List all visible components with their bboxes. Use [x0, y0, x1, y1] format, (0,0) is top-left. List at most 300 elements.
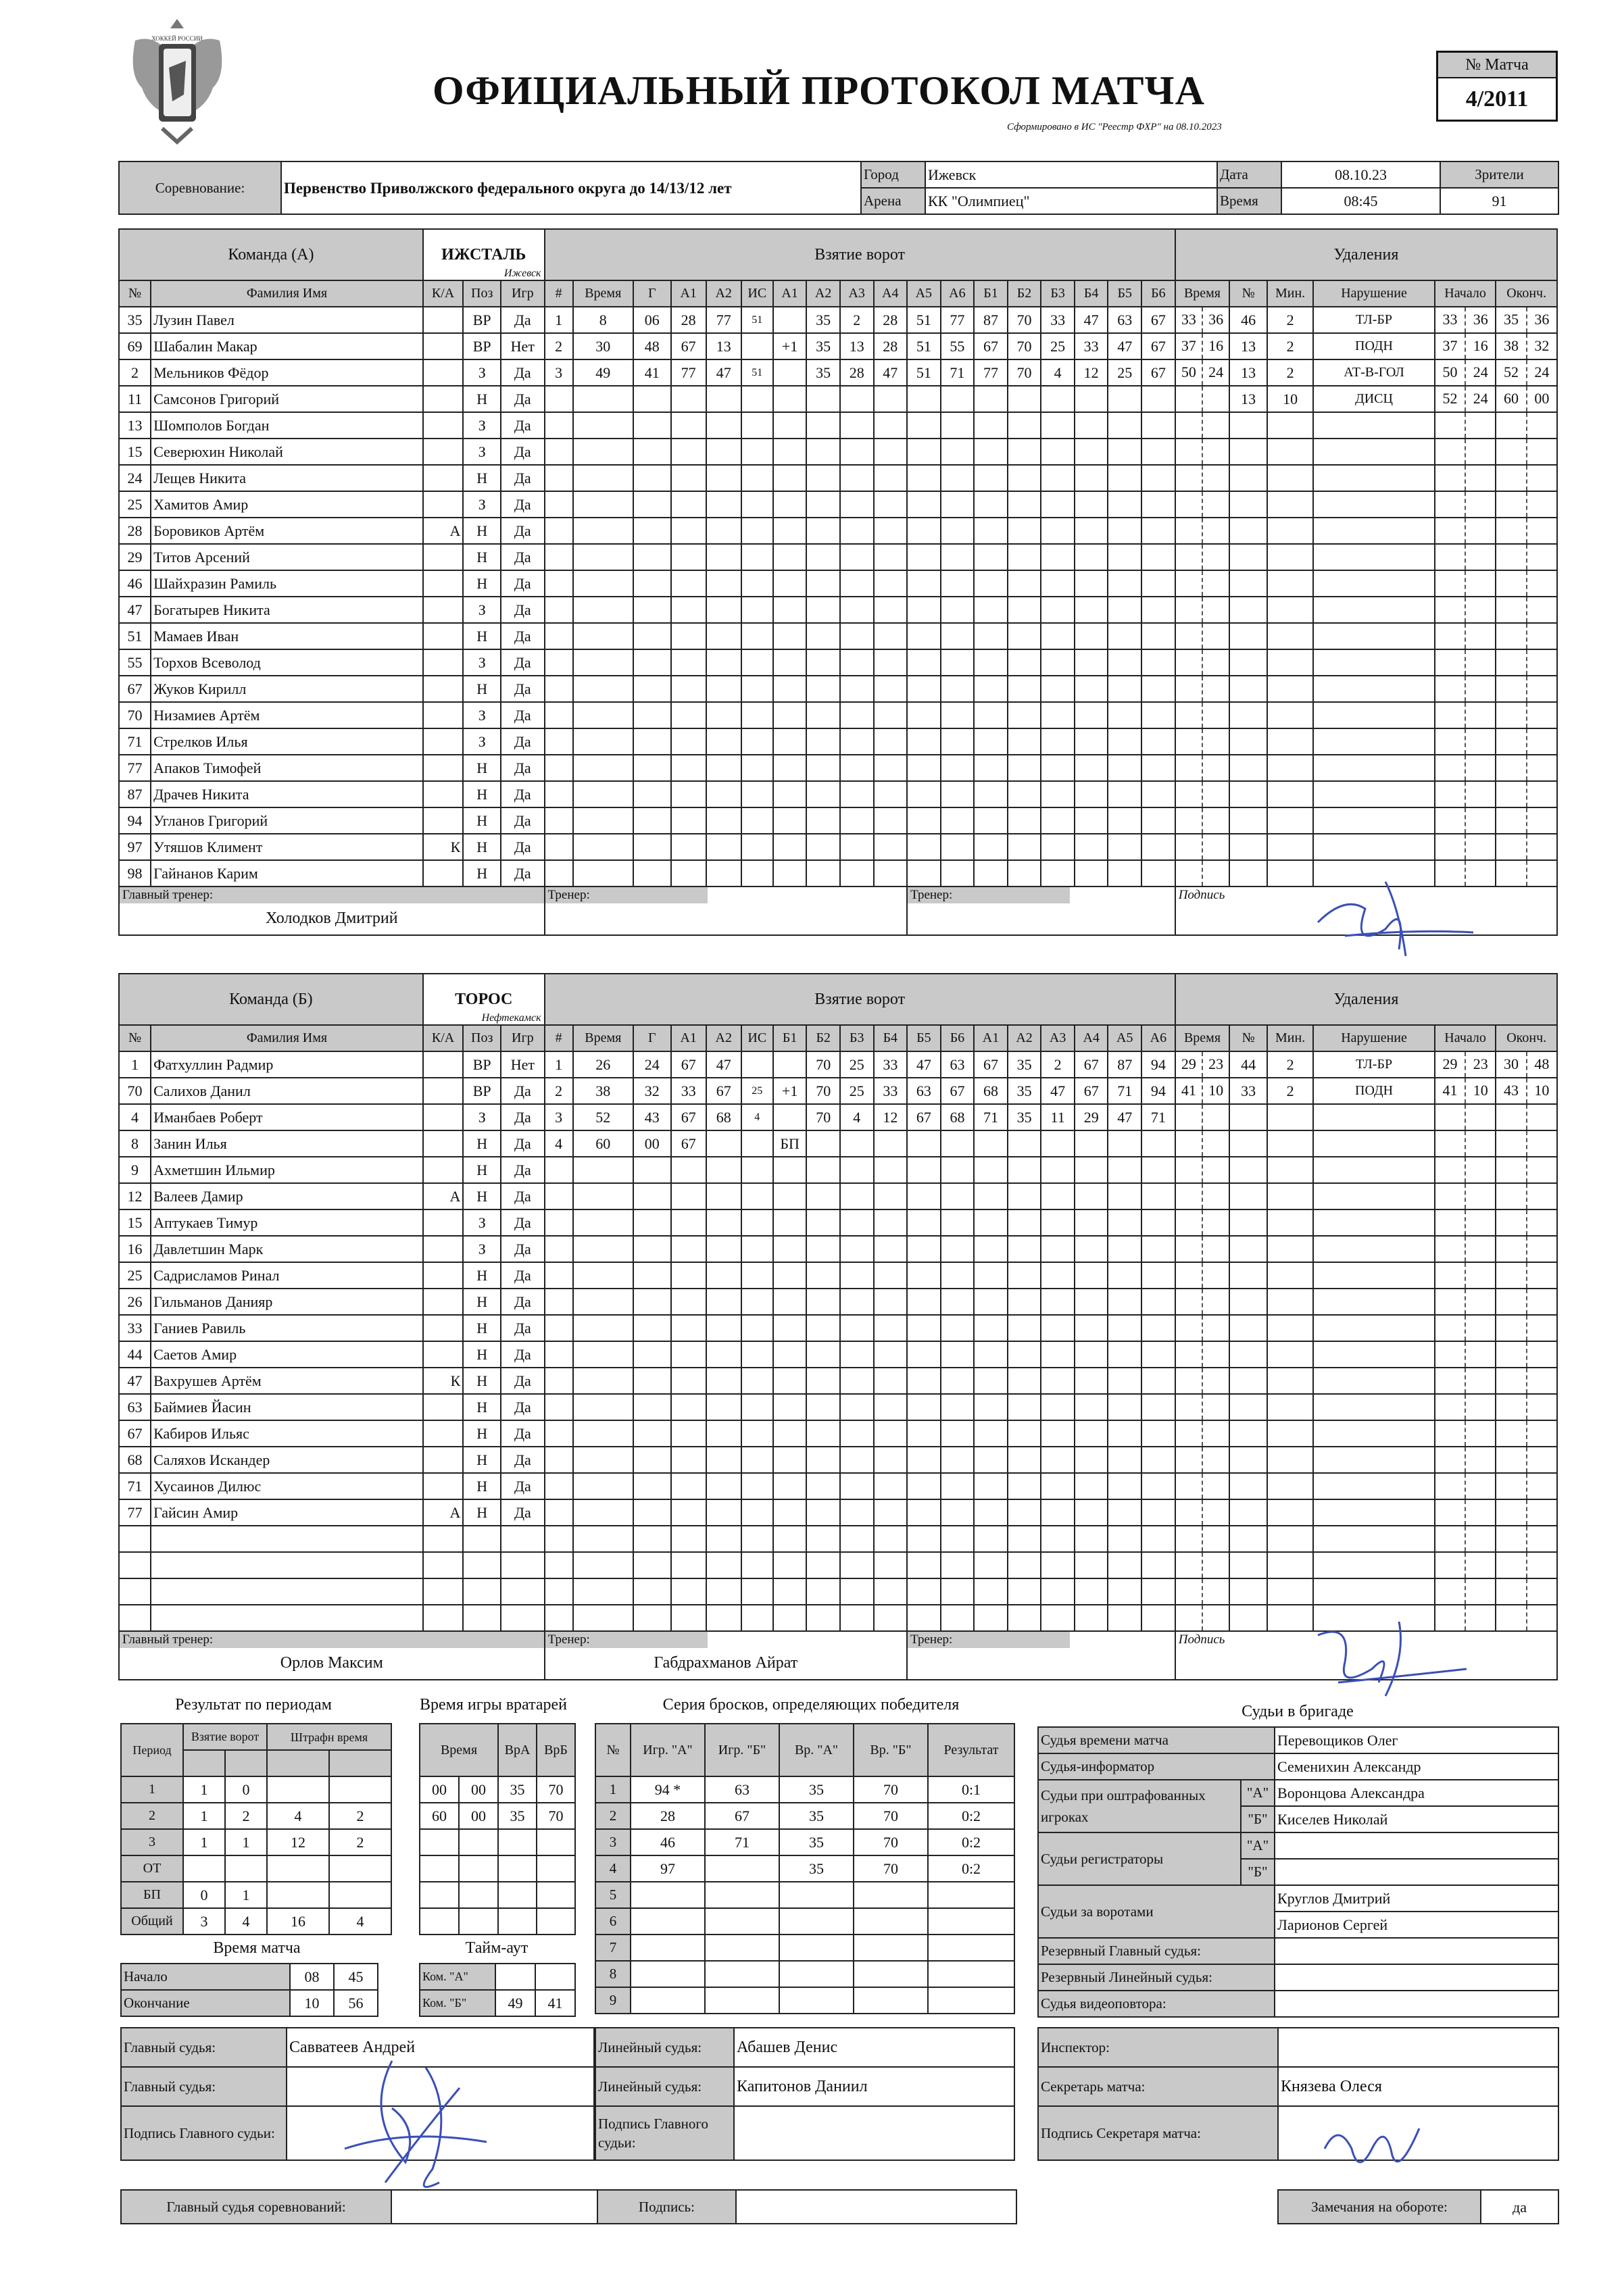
player-name: Ганиев Равиль: [151, 1315, 423, 1341]
goal-cell: [671, 1368, 706, 1394]
pen-time-min: [1176, 755, 1202, 780]
pen-start-sec: 16: [1465, 334, 1495, 359]
timeout-a-label: Ком. "А": [420, 1964, 495, 1990]
goal-cell: [545, 623, 573, 649]
time-label: Время: [1217, 188, 1281, 214]
team-b-goals-header: Взятие ворот: [545, 974, 1175, 1025]
goal-cell: [874, 1447, 908, 1473]
goal-cell: 2: [1041, 1051, 1075, 1078]
pen-time-min: [1176, 1474, 1202, 1499]
player-position: Н: [463, 860, 501, 887]
team-a-col-is: ИС: [741, 280, 773, 307]
goal-cell: [1041, 860, 1075, 887]
pen-time-sec: [1202, 466, 1229, 491]
goalie-row: [420, 1803, 575, 1829]
pen-minutes: [1267, 1130, 1313, 1157]
goal-cell: [633, 386, 671, 412]
goal-cell: [741, 1341, 773, 1368]
pen-time-min: [1176, 1500, 1202, 1525]
pen-time: [1175, 1447, 1230, 1473]
team-a-coach1-cell: [545, 887, 908, 935]
pen-player: [1229, 491, 1267, 518]
player-played: Нет: [501, 1051, 544, 1078]
goal-cell: [974, 1394, 1008, 1420]
goal-cell: 32: [633, 1078, 671, 1104]
goal-cell: [1075, 1262, 1108, 1289]
match-number: 4/2011: [1465, 86, 1529, 111]
team-a-col-onice2-1: Б2: [1008, 280, 1041, 307]
main-ref-label-2: Главный судья:: [121, 2067, 287, 2106]
goal-cell: [806, 1605, 840, 1631]
pen-start-sec: 36: [1465, 307, 1495, 332]
goal-cell: [1141, 649, 1175, 676]
goal-cell: 67: [1075, 1051, 1108, 1078]
goal-cell: [1008, 544, 1041, 570]
goalie-row: [420, 1829, 575, 1855]
goal-cell: [941, 1578, 975, 1605]
goal-cell: [1108, 1209, 1141, 1236]
pen-end-min: [1496, 676, 1525, 701]
team-b-col-is: ИС: [741, 1025, 773, 1051]
goal-cell: [1041, 1289, 1075, 1315]
goalie-value: 70: [537, 1776, 575, 1803]
pen-time-sec: [1202, 1579, 1229, 1604]
pen-end: [1496, 1315, 1557, 1341]
goal-cell: 51: [907, 359, 941, 386]
pen-offense: [1313, 728, 1435, 755]
goal-cell: [573, 1368, 633, 1394]
team-a-col-pen-offense: Нарушение: [1313, 280, 1435, 307]
goal-cell: [1075, 1473, 1108, 1499]
goal-cell: [545, 1315, 573, 1341]
goal-cell: [1108, 1368, 1141, 1394]
goal-cell: [773, 1578, 807, 1605]
pen-time-sec: [1202, 755, 1229, 780]
goal-cell: [941, 676, 975, 702]
goal-cell: [573, 544, 633, 570]
goal-cell: [974, 1130, 1008, 1157]
goal-cell: [741, 1578, 773, 1605]
player-name: Угланов Григорий: [151, 807, 423, 834]
signature-label: Подпись: [1178, 888, 1225, 902]
goal-cell: [1008, 1394, 1041, 1420]
goal-cell: [1041, 1526, 1075, 1552]
goal-cell: [974, 1420, 1008, 1447]
goal-cell: [907, 491, 941, 518]
team-b-name-cell: [423, 974, 545, 1025]
pen-player: 46: [1229, 307, 1267, 333]
pen-time-min: [1176, 386, 1202, 411]
goal-cell: [1108, 1315, 1141, 1341]
goal-cell: [806, 518, 840, 544]
goal-cell: [1141, 597, 1175, 623]
match-start-min: 45: [334, 1964, 378, 1990]
pen-time: [1175, 1499, 1230, 1526]
pen-player: [1229, 728, 1267, 755]
goal-cell: [671, 1473, 706, 1499]
pen-time: [1175, 1157, 1230, 1183]
pen-start-sec: [1465, 1368, 1495, 1393]
pen-time-min: [1176, 1289, 1202, 1314]
goal-cell: [941, 1262, 975, 1289]
pen-time-min: [1176, 597, 1202, 622]
goal-cell: [706, 1209, 741, 1236]
pen-start: [1435, 439, 1496, 465]
goal-cell: [1141, 1262, 1175, 1289]
goal-cell: 33: [1075, 333, 1108, 359]
period-row: [121, 1829, 391, 1855]
pen-end: [1496, 570, 1557, 597]
goal-cell: [874, 465, 908, 491]
formed-note: Сформировано в ИС "Реестр ФХР" на 08.10.2023: [1007, 122, 1222, 132]
remarks: [1277, 2189, 1559, 2224]
pen-start: [1435, 1473, 1496, 1499]
goal-cell: [706, 1183, 741, 1209]
spectators: 91: [1440, 188, 1558, 214]
goal-cell: [671, 676, 706, 702]
pen-time-sec: [1202, 597, 1229, 622]
goal-cell: [741, 333, 773, 359]
pen-time-sec: 24: [1202, 360, 1229, 385]
goal-cell: [874, 702, 908, 728]
table-row: [119, 781, 1557, 807]
goal-cell: [773, 386, 807, 412]
pen-time-sec: [1202, 1210, 1229, 1235]
pen-end: [1496, 359, 1557, 386]
goal-cell: [941, 491, 975, 518]
timekeeper-label: Судья времени матча: [1038, 1727, 1275, 1753]
pen-end-sec: [1526, 1157, 1556, 1182]
goal-cell: [840, 702, 874, 728]
pen-start-sec: [1465, 597, 1495, 622]
pen-time-sec: [1202, 703, 1229, 728]
goal-cell: [1075, 465, 1108, 491]
goal-cell: [773, 728, 807, 755]
goal-cell: 38: [573, 1078, 633, 1104]
goal-cell: [671, 1605, 706, 1631]
pen-time-min: [1176, 1605, 1202, 1630]
pen-minutes: 2: [1267, 333, 1313, 359]
pen-start-sec: [1465, 413, 1495, 438]
shootout-value: 67: [705, 1803, 779, 1829]
player-number: 47: [119, 597, 151, 623]
goal-cell: [706, 1447, 741, 1473]
goal-cell: [545, 1183, 573, 1209]
goal-cell: [907, 1236, 941, 1262]
player-number: 69: [119, 333, 151, 359]
goal-cell: [741, 1315, 773, 1341]
goal-cell: [1041, 1130, 1075, 1157]
penalty-b-referee: Киселев Николай: [1275, 1806, 1558, 1832]
goalie-value: [420, 1829, 459, 1855]
goal-cell: [633, 1473, 671, 1499]
goal-cell: [907, 834, 941, 860]
goal-cell: [974, 1552, 1008, 1578]
goal-cell: [633, 1605, 671, 1631]
pen-end: [1496, 860, 1557, 887]
shootout-value: 63: [705, 1776, 779, 1803]
goal-cell: [806, 755, 840, 781]
goal-cell: [773, 1420, 807, 1447]
goal-cell: [1075, 781, 1108, 807]
shootout-row: [595, 1961, 1014, 1987]
pen-end-min: [1496, 466, 1525, 491]
pen-start-min: [1435, 782, 1465, 807]
pen-end: [1496, 702, 1557, 728]
pen-minutes: [1267, 649, 1313, 676]
goal-cell: [840, 1473, 874, 1499]
goal-cell: [907, 1578, 941, 1605]
pen-time-min: [1176, 1157, 1202, 1182]
goal-cell: [1041, 1499, 1075, 1526]
pen-minutes: [1267, 676, 1313, 702]
goal-cell: [806, 597, 840, 623]
goal-cell: 1: [545, 307, 573, 333]
goal-cell: [1041, 1447, 1075, 1473]
player-played: Да: [501, 1130, 544, 1157]
goal-cell: [1141, 1605, 1175, 1631]
goal-cell: [773, 1157, 807, 1183]
timeout-b-label: Ком. "Б": [420, 1990, 495, 2016]
player-role: А: [423, 1183, 463, 1209]
shootout-value: [928, 1935, 1014, 1961]
player-name: Баймиев Йасин: [151, 1394, 423, 1420]
goal-cell: [1141, 1183, 1175, 1209]
goal-cell: [671, 860, 706, 887]
pen-end: [1496, 623, 1557, 649]
goal-cell: [1041, 676, 1075, 702]
team-b-col-pen-offense: Нарушение: [1313, 1025, 1435, 1051]
pen-start-sec: [1465, 1289, 1495, 1314]
goal-cell: [1008, 1447, 1041, 1473]
player-number: 26: [119, 1289, 151, 1315]
head-coach-label: Главный тренер:: [120, 887, 544, 903]
goal-cell: 13: [706, 333, 741, 359]
team-a-col-pen-time: Время: [1175, 280, 1230, 307]
pen-player: 33: [1229, 1078, 1267, 1104]
player-position: Н: [463, 570, 501, 597]
goal-cell: [1008, 1473, 1041, 1499]
table-row: [119, 1262, 1557, 1289]
goal-cell: [840, 1420, 874, 1447]
pen-end-min: [1496, 571, 1525, 596]
team-a-col-onice2-0: Б1: [974, 280, 1008, 307]
goal-cell: [633, 518, 671, 544]
goal-cell: [1008, 1368, 1041, 1394]
pen-end-min: [1496, 1447, 1525, 1472]
goal-cell: [974, 597, 1008, 623]
team-a-col-pos: Поз: [463, 280, 501, 307]
pen-player: [1229, 1605, 1267, 1631]
shootout-row: [595, 1829, 1014, 1855]
pen-time: [1175, 1605, 1230, 1631]
goal-cell: [1108, 702, 1141, 728]
goal-cell: 25: [840, 1051, 874, 1078]
pen-time-sec: [1202, 834, 1229, 859]
goal-cell: [573, 1394, 633, 1420]
goal-cell: [806, 1130, 840, 1157]
player-role: [423, 1473, 463, 1499]
goal-cell: 35: [1008, 1104, 1041, 1130]
pen-end: [1496, 597, 1557, 623]
pen-end-sec: 48: [1526, 1052, 1556, 1077]
goal-cell: [1141, 439, 1175, 465]
goal-cell: [974, 1209, 1008, 1236]
goal-cell: [706, 386, 741, 412]
pen-start-sec: [1465, 1263, 1495, 1288]
team-a-col-onice2-2: Б3: [1041, 280, 1075, 307]
goal-cell: [741, 1473, 773, 1499]
goal-cell: [1141, 465, 1175, 491]
goal-cell: [907, 1289, 941, 1315]
pen-end-sec: [1526, 1421, 1556, 1446]
team-b-head-coach-cell: [119, 1631, 545, 1680]
goal-cell: [671, 1236, 706, 1262]
pen-end-min: 43: [1504, 1082, 1519, 1099]
team-a-col-pen-min: Мин.: [1267, 280, 1313, 307]
pen-time: [1175, 649, 1230, 676]
pen-start: [1435, 1183, 1496, 1209]
pen-player: [1229, 860, 1267, 887]
goal-cell: [806, 1289, 840, 1315]
pen-start-min: [1435, 624, 1465, 649]
goal-cell: [573, 1552, 633, 1578]
goal-cell: [840, 1341, 874, 1368]
team-b-col-ka: К/А: [423, 1025, 463, 1051]
pen-end-min: 38: [1503, 337, 1519, 354]
player-name: [151, 1578, 423, 1605]
table-row: [119, 570, 1557, 597]
goal-cell: 71: [1108, 1078, 1141, 1104]
competition: Первенство Приволжского федерального округа до 14/13/12 лет: [281, 161, 861, 214]
goal-cell: [806, 491, 840, 518]
so-gb-header: Вр. "Б": [854, 1724, 928, 1776]
goal-cell: [806, 1209, 840, 1236]
goal-cell: [806, 1315, 840, 1341]
goal-cell: [1041, 386, 1075, 412]
pen-start: [1435, 1368, 1496, 1394]
player-role: [423, 1289, 463, 1315]
goalie-value: [420, 1882, 459, 1908]
pen-time-min: [1176, 1316, 1202, 1341]
goal-cell: [741, 807, 773, 834]
shootout-row: [595, 1908, 1014, 1935]
player-name: [151, 1605, 423, 1631]
pen-start: [1435, 333, 1496, 359]
goal-cell: [874, 544, 908, 570]
goal-cell: [741, 597, 773, 623]
goal-cell: [1075, 1289, 1108, 1315]
goal-cell: [1008, 491, 1041, 518]
player-number: 2: [119, 359, 151, 386]
team-b-col-onice2-0: А1: [974, 1025, 1008, 1051]
pen-start: [1435, 307, 1496, 333]
goal-cell: [545, 1368, 573, 1394]
pen-end-sec: [1526, 1579, 1556, 1604]
goal-cell: [773, 1183, 807, 1209]
shootout-value: [705, 1961, 779, 1987]
shootout-value: 0:1: [928, 1776, 1014, 1803]
goal-cell: [806, 1499, 840, 1526]
goal-cell: [773, 439, 807, 465]
goal-cell: [1041, 518, 1075, 544]
pen-time: [1175, 1078, 1230, 1104]
goal-cell: [907, 649, 941, 676]
goal-cell: [741, 465, 773, 491]
pen-start: [1435, 1341, 1496, 1368]
pen-start-min: [1435, 834, 1465, 859]
player-number: 70: [119, 1078, 151, 1104]
pen-start: [1435, 1499, 1496, 1526]
goalie-value: [498, 1855, 537, 1882]
goal-cell: [706, 465, 741, 491]
goal-cell: [1075, 1209, 1108, 1236]
pen-time-sec: [1202, 545, 1229, 570]
pen-player: [1229, 1209, 1267, 1236]
goal-cell: 47: [706, 1051, 741, 1078]
period-name: БП: [121, 1882, 183, 1908]
pen-offense: ПОДН: [1313, 1078, 1435, 1104]
goal-cell: [773, 518, 807, 544]
goal-cell: [874, 1578, 908, 1605]
player-role: [423, 1552, 463, 1578]
reg-b-tag: "Б": [1241, 1859, 1275, 1885]
team-b-col-hash: #: [545, 1025, 573, 1051]
period-value: 12: [267, 1829, 329, 1855]
period-name: 1: [121, 1776, 183, 1803]
goal-cell: [741, 1183, 773, 1209]
penalty-a-tag: "А": [1241, 1780, 1275, 1806]
pen-end-sec: [1526, 782, 1556, 807]
player-role: [423, 412, 463, 439]
team-a-name: ИЖСТАЛЬ: [441, 246, 526, 264]
player-role: [423, 1078, 463, 1104]
player-number: 8: [119, 1130, 151, 1157]
goal-cell: 70: [1008, 307, 1041, 333]
pen-start-min: [1435, 1500, 1465, 1525]
player-name: Шайхразин Рамиль: [151, 570, 423, 597]
pen-time-sec: [1202, 1553, 1229, 1578]
player-played: Да: [501, 807, 544, 834]
city-label: Город: [861, 161, 925, 188]
goal-cell: [545, 728, 573, 755]
pen-offense: [1313, 623, 1435, 649]
player-played: Да: [501, 597, 544, 623]
goal-cell: 67: [1141, 359, 1175, 386]
inspector: [1278, 2028, 1558, 2067]
pen-end-sec: [1526, 1447, 1556, 1472]
pen-time: [1175, 860, 1230, 887]
shootout-value: 70: [854, 1855, 928, 1882]
goal-cell: [1008, 1262, 1041, 1289]
pen-start: [1435, 1209, 1496, 1236]
player-name: Драчев Никита: [151, 781, 423, 807]
pen-end-min: 35: [1503, 311, 1519, 328]
player-played: Да: [501, 544, 544, 570]
line-ref-label-1: Линейный судья:: [595, 2028, 734, 2067]
player-role: [423, 465, 463, 491]
pen-start-sec: [1465, 1421, 1495, 1446]
goal-cell: [907, 1552, 941, 1578]
so-ga-header: Вр. "А": [779, 1724, 854, 1776]
goal-cell: [974, 1499, 1008, 1526]
pen-player: [1229, 649, 1267, 676]
goal-cell: [573, 1420, 633, 1447]
goal-cell: [1008, 781, 1041, 807]
team-a-col-pen-end: Оконч.: [1496, 280, 1557, 307]
goal-cell: [941, 544, 975, 570]
goalie-value: [537, 1882, 575, 1908]
